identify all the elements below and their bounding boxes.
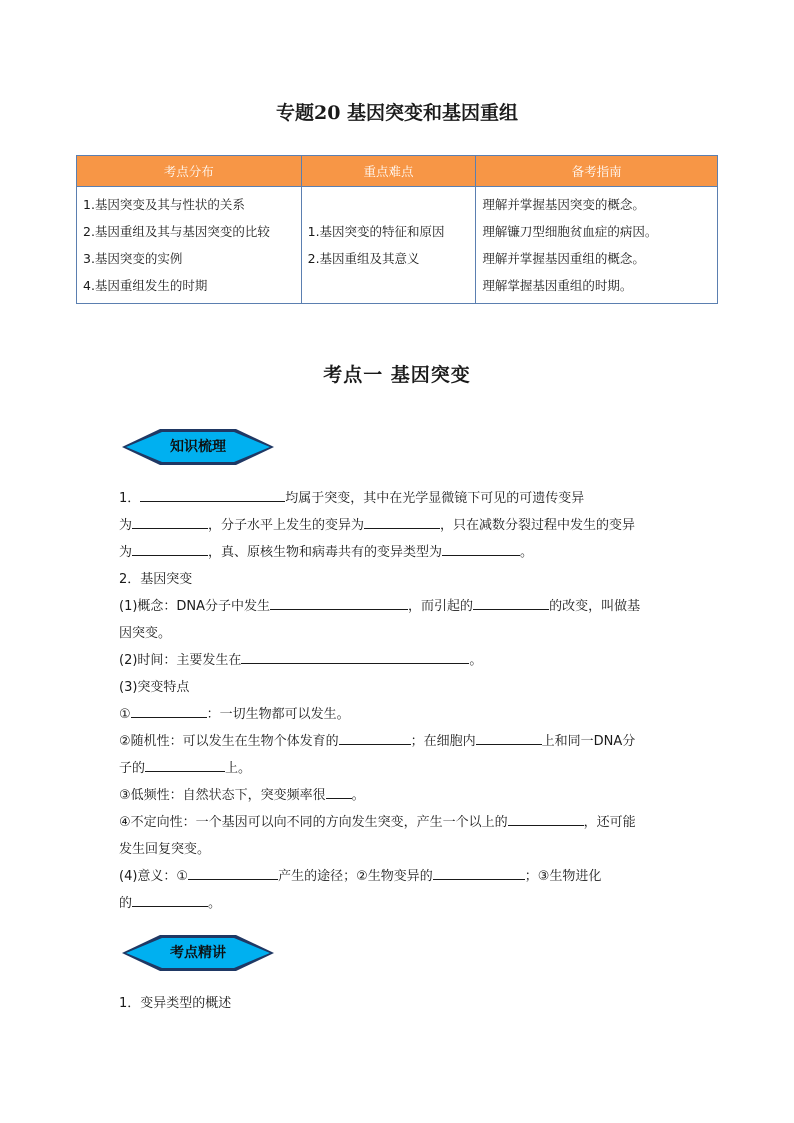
text-span: 上和同一DNA分: [541, 734, 636, 749]
text-line: [119, 728, 679, 755]
table-header-cell: 考点分布: [77, 156, 302, 187]
text-span: ，分子水平上发生的变异为: [208, 518, 365, 533]
list-item: 3.基因突变的实例: [83, 251, 183, 266]
fill-blank: [508, 810, 584, 826]
list-item: 理解掌握基因重组的时期。: [482, 278, 633, 293]
fill-blank: [442, 540, 520, 556]
text-line: [119, 647, 679, 674]
text-line: [119, 512, 679, 539]
text-span: (4)意义：①: [119, 869, 189, 884]
text-span: 1．: [119, 491, 141, 506]
fill-blank: [132, 891, 208, 907]
text-span: ④不定向性：一个基因可以向不同的方向发生突变，产生一个以上的: [119, 815, 508, 830]
text-span: ；在细胞内: [410, 734, 476, 749]
text-line: [119, 755, 679, 782]
text-span: 的: [119, 896, 133, 911]
lecture-body: [119, 990, 679, 1017]
fill-blank: [270, 594, 408, 610]
text-span: 。: [469, 653, 483, 668]
list-item: 1.基因突变及其与性状的关系: [83, 197, 245, 212]
text-span: (2)时间：主要发生在: [119, 653, 242, 668]
text-span: ，还可能: [583, 815, 636, 830]
list-item: 1.基因突变的特征和原因: [307, 224, 445, 239]
text-line: 因突变。: [119, 626, 172, 641]
banner-label: 考点精讲: [170, 945, 226, 961]
table-cell-key-points: [301, 187, 476, 304]
text-span: 。: [351, 788, 365, 803]
text-span: ：一切生物都可以发生。: [206, 707, 350, 722]
text-line: [119, 782, 679, 809]
banner-lecture: [120, 933, 276, 973]
text-line: 发生回复突变。: [119, 842, 211, 857]
text-line: (3)突变特点: [119, 680, 190, 695]
text-line: [119, 701, 679, 728]
text-span: (1)概念：DNA分子中发生: [119, 599, 271, 614]
table-header-row: [77, 156, 718, 187]
text-line: [119, 863, 679, 890]
overview-table: [76, 155, 718, 304]
text-span: ①: [119, 707, 131, 722]
section-title: 考点一 基因突变: [323, 364, 471, 386]
text-span: ②随机性：可以发生在生物个体发育的: [119, 734, 339, 749]
document-title: 专题20 基因突变和基因重组: [275, 102, 519, 124]
fill-blank: [145, 756, 225, 772]
text-span: 均属于突变，其中在光学显微镜下可见的可遗传变异: [285, 491, 585, 506]
text-span: 为: [119, 545, 133, 560]
list-item: 理解镰刀型细胞贫血症的病因。: [482, 224, 658, 239]
fill-blank: [241, 648, 469, 664]
table-header-cell: 备考指南: [476, 156, 718, 187]
text-span: 上。: [225, 761, 252, 776]
fill-blank: [473, 594, 549, 610]
list-item: 2.基因重组及其意义: [307, 251, 420, 266]
text-line: [119, 539, 679, 566]
text-span: 子的: [119, 761, 146, 776]
fill-blank: [132, 513, 208, 529]
text-span: 的改变，叫做基: [549, 599, 641, 614]
list-item: 理解并掌握基因重组的概念。: [482, 251, 645, 266]
fill-blank: [364, 513, 440, 529]
table-cell-guide: [476, 187, 718, 304]
list-item: 理解并掌握基因突变的概念。: [482, 197, 645, 212]
fill-blank: [132, 540, 208, 556]
table-header-cell: 重点难点: [301, 156, 476, 187]
fill-blank: [131, 702, 207, 718]
list-item: 2.基因重组及其与基因突变的比较: [83, 224, 270, 239]
text-span: 产生的途径；②生物变异的: [278, 869, 433, 884]
list-item: 4.基因重组发生的时期: [83, 278, 208, 293]
text-line: 2．基因突变: [119, 572, 193, 587]
text-line: [119, 485, 679, 512]
text-span: ，而引起的: [408, 599, 474, 614]
text-line: [119, 809, 679, 836]
text-span: 。: [208, 896, 222, 911]
banner-knowledge: [120, 427, 276, 467]
table-row: [77, 187, 718, 304]
text-span: 。: [520, 545, 534, 560]
fill-blank: [476, 729, 542, 745]
fill-blank: [140, 486, 285, 502]
fill-blank: [433, 864, 525, 880]
text-span: ，只在减数分裂过程中发生的变异: [440, 518, 636, 533]
text-span: ；③生物进化: [524, 869, 602, 884]
text-line: [119, 593, 679, 620]
text-line: [119, 890, 679, 917]
fill-blank: [339, 729, 411, 745]
banner-label: 知识梳理: [170, 439, 226, 455]
fill-blank: [326, 783, 352, 799]
knowledge-body: [119, 485, 679, 917]
text-span: ③低频性：自然状态下，突变频率很: [119, 788, 326, 803]
text-span: 为: [119, 518, 133, 533]
text-span: ，真、原核生物和病毒共有的变异类型为: [208, 545, 443, 560]
table-cell-topics: [77, 187, 302, 304]
text-line: 1．变异类型的概述: [119, 996, 232, 1011]
fill-blank: [188, 864, 278, 880]
